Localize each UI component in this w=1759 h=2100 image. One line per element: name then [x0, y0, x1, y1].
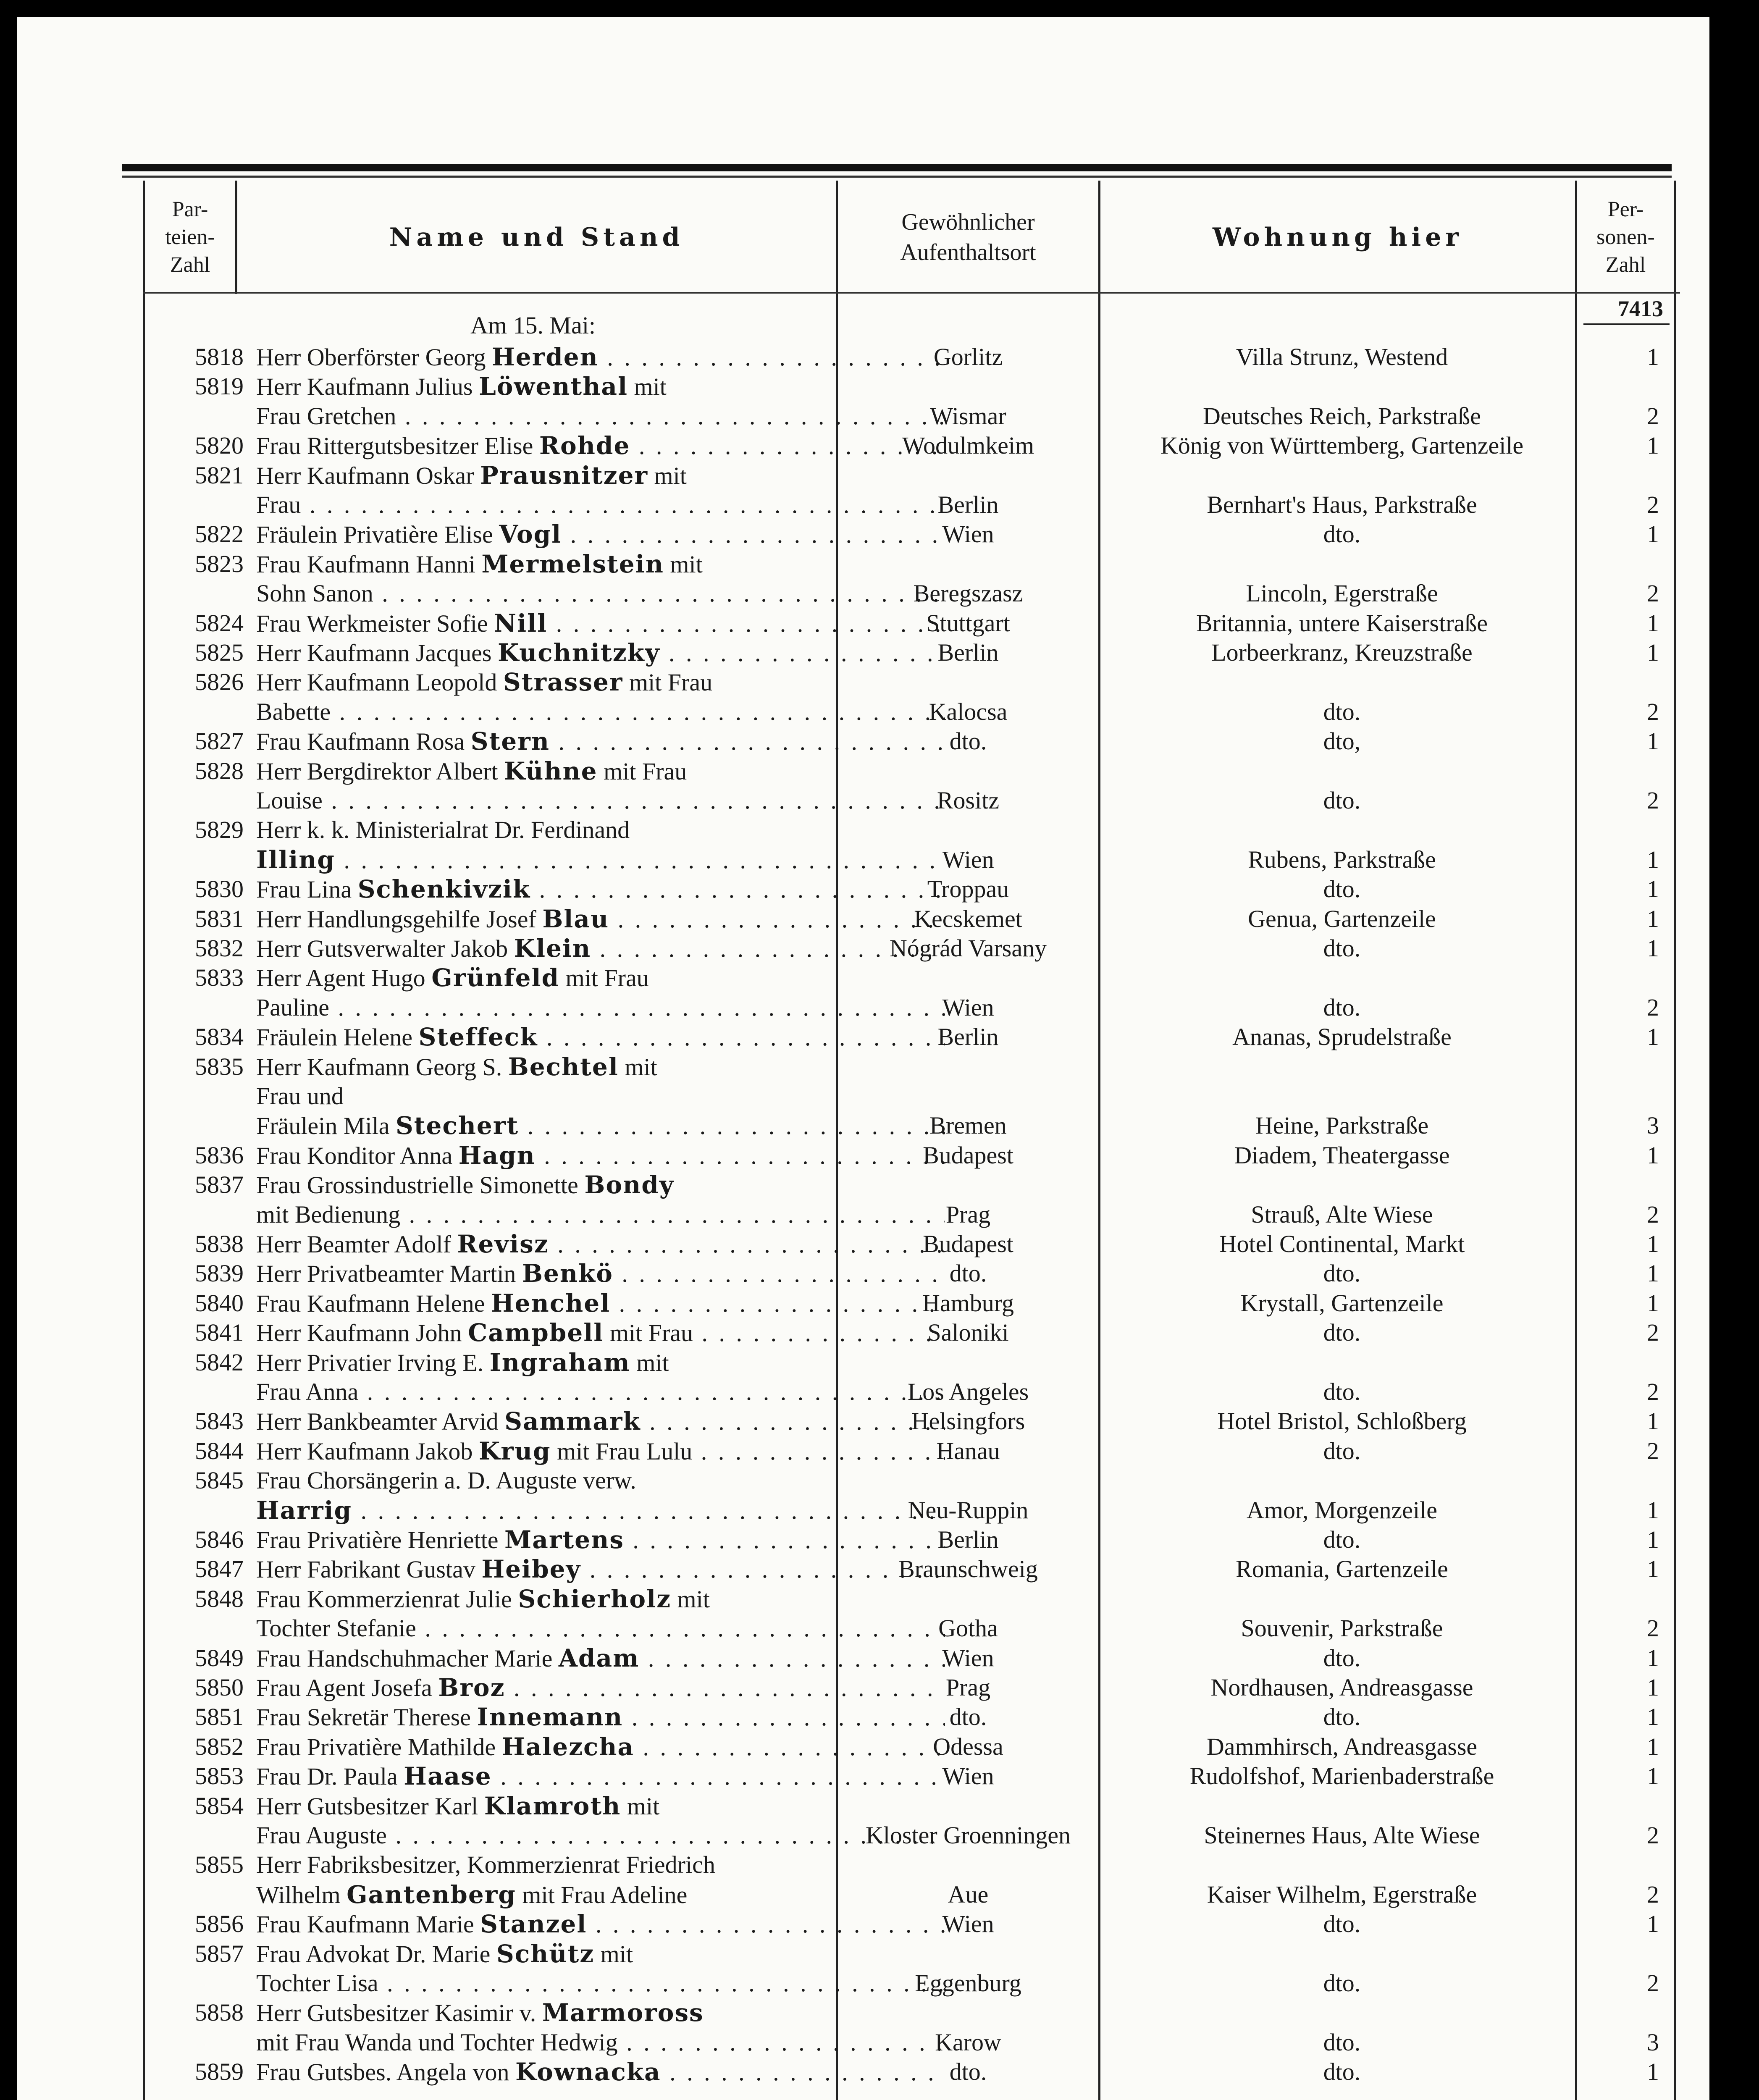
- entry-persons: 1: [1647, 727, 1659, 755]
- entry-persons: 1: [1647, 1260, 1659, 1287]
- entry-persons: 1: [1647, 1141, 1659, 1169]
- entry-address: dto.: [1323, 520, 1361, 548]
- entry-address: Hotel Bristol, Schloßberg: [1217, 1407, 1467, 1435]
- entry-name-text: Herr Gutsbesitzer Kasimir v. Marmoross: [256, 1998, 704, 2027]
- entry-address: dto.: [1323, 698, 1361, 725]
- entry-origin: Wien: [942, 1910, 994, 1938]
- top-rule: [122, 164, 1672, 171]
- entry-name-line: [256, 372, 945, 402]
- entry-name-text: Fräulein Privatière Elise Vogl . . .: [256, 521, 945, 548]
- entry-persons: 1: [1647, 875, 1659, 903]
- top-rule-thin: [122, 176, 1672, 178]
- entry-origin: Kloster Groenningen: [865, 1822, 1071, 1849]
- entry-surname: Revisz: [457, 1230, 549, 1258]
- entry-name-text: Pauline . . .: [256, 994, 945, 1021]
- entry-name-line: [256, 549, 945, 579]
- entry-persons: 2: [1647, 787, 1659, 814]
- entry-number: 5827: [195, 727, 244, 755]
- entry-name-text: Fräulein Mila Stechert . . .: [256, 1112, 945, 1139]
- entry-origin: Braunschweig: [898, 1555, 1038, 1583]
- entry-number: 5824: [195, 609, 244, 637]
- header-address: Wohnung hier: [1212, 223, 1463, 252]
- entry-persons: 2: [1647, 1822, 1659, 1849]
- entry-surname: Stechert: [395, 1111, 519, 1140]
- entry-origin: Odessa: [933, 1732, 1003, 1760]
- entry-name-text: Frau Advokat Dr. Marie Schütz mit: [256, 1939, 633, 1968]
- entry-persons: 1: [1647, 845, 1659, 873]
- entry-name-line: [256, 461, 945, 491]
- entry-persons: 1: [1647, 1023, 1659, 1051]
- entry-address: dto.: [1323, 1260, 1361, 1287]
- entry-number: 5829: [195, 816, 244, 844]
- entry-persons: 1: [1647, 1289, 1659, 1317]
- entry-origin: Wien: [942, 1644, 994, 1672]
- entry-name-text: Herr Kaufmann Georg S. Bechtel mit: [256, 1052, 657, 1081]
- entry-persons: 2: [1647, 1969, 1659, 1997]
- entry-name-text: Wilhelm Gantenberg mit Frau Adeline: [256, 1880, 688, 1909]
- entry-address: dto.: [1323, 787, 1361, 814]
- entry-number: 5847: [195, 1555, 244, 1583]
- entry-name-text: Frau Privatière Henriette Martens . . .: [256, 1526, 945, 1554]
- entry-address: dto.: [1323, 875, 1361, 903]
- entry-surname: Illing: [256, 845, 335, 874]
- entry-address: dto.: [1323, 934, 1361, 962]
- entry-persons: 2: [1647, 1378, 1659, 1405]
- entry-surname: Schierholz: [518, 1584, 671, 1613]
- entry-number: 5841: [195, 1319, 244, 1347]
- entry-name-text: Herr Fabrikant Gustav Heibey . . .: [256, 1556, 945, 1583]
- entry-origin: dto.: [949, 727, 987, 755]
- entry-persons: 1: [1647, 1732, 1659, 1760]
- entry-surname: Adam: [558, 1643, 640, 1672]
- entry-name-text: Herr Fabriksbesitzer, Kommerzienrat Friedrich: [256, 1851, 715, 1879]
- entry-name-text: Frau Lina Schenkivzik . . .: [256, 876, 945, 903]
- entry-name-line: [256, 1939, 945, 1969]
- entry-address: Ananas, Sprudelstraße: [1232, 1023, 1452, 1051]
- entry-name-text: Herr Beamter Adolf Revisz . . .: [256, 1231, 945, 1258]
- header-name: Name und Stand: [389, 223, 684, 252]
- header-persons: Per- sonen- Zahl: [1596, 197, 1655, 277]
- entry-name-text: Frau Kaufmann Hanni Mermelstein mit: [256, 549, 703, 578]
- entry-origin: Wien: [942, 520, 994, 548]
- entry-surname: Kuchnitzky: [497, 638, 660, 667]
- entry-name-text: Herr k. k. Ministerialrat Dr. Ferdinand: [256, 816, 630, 844]
- entry-origin: Saloniki: [927, 1319, 1009, 1347]
- entry-address: dto.: [1323, 1378, 1361, 1405]
- entry-origin: Wien: [942, 845, 994, 873]
- entry-name-line: [256, 667, 945, 697]
- entry-number: 5819: [195, 373, 244, 400]
- entry-origin: Hamburg: [922, 1289, 1014, 1317]
- entry-persons: 1: [1647, 1703, 1659, 1731]
- entry-name-text: Frau Agent Josefa Broz . . .: [256, 1674, 945, 1701]
- entry-number: 5845: [195, 1467, 244, 1494]
- entry-origin: Berlin: [937, 639, 999, 666]
- entry-surname: Schütz: [496, 1939, 595, 1968]
- entry-name-text: Frau Auguste . . .: [256, 1822, 945, 1849]
- entry-name-text: Frau Handschuhmacher Marie Adam . . .: [256, 1645, 945, 1672]
- entry-name-line: [256, 1052, 945, 1082]
- entry-address: Souvenir, Parkstraße: [1241, 1614, 1443, 1642]
- entry-persons: 2: [1647, 1880, 1659, 1908]
- entry-address: dto.: [1323, 993, 1361, 1021]
- entry-origin: Berlin: [937, 491, 999, 518]
- entry-number: 5833: [195, 964, 244, 992]
- entry-address: Kaiser Wilhelm, Egerstraße: [1207, 1880, 1477, 1908]
- entry-origin: Karow: [935, 2028, 1001, 2056]
- entry-name-text: Frau und: [256, 1082, 344, 1110]
- entry-name-text: Herr Oberförster Georg Herden . . .: [256, 344, 945, 371]
- entry-name-line: [256, 1082, 945, 1111]
- entry-number: 5836: [195, 1141, 244, 1169]
- entry-address: König von Württemberg, Gartenzeile: [1160, 432, 1524, 459]
- entry-name-text: Frau Kommerzienrat Julie Schierholz mit: [256, 1584, 710, 1613]
- entry-number: 5835: [195, 1053, 244, 1080]
- entry-surname: Bondy: [584, 1171, 675, 1200]
- entry-persons: 2: [1647, 402, 1659, 430]
- header-origin: Gewöhnlicher Aufenthaltsort: [900, 209, 1036, 265]
- entry-address: Lorbeerkranz, Kreuzstraße: [1211, 639, 1473, 666]
- entry-persons: 1: [1647, 1496, 1659, 1524]
- entry-origin: Prag: [945, 1674, 991, 1701]
- entry-name-text: Frau Privatière Mathilde Halezcha . . .: [256, 1733, 945, 1761]
- entry-origin: Bremen: [929, 1112, 1007, 1139]
- entry-name-text: Frau Anna . . .: [256, 1378, 945, 1405]
- entry-name-text: Herr Kaufmann Oskar Prausnitzer mit: [256, 461, 687, 490]
- entry-address: Rudolfshof, Marienbaderstraße: [1189, 1762, 1494, 1790]
- entry-origin: Gorlitz: [933, 343, 1003, 370]
- entry-address: Villa Strunz, Westend: [1236, 343, 1448, 370]
- entry-surname: Broz: [438, 1673, 505, 1702]
- entry-number: 5837: [195, 1171, 244, 1199]
- entry-surname: Grünfeld: [431, 963, 560, 992]
- entry-surname: Strasser: [503, 668, 623, 697]
- entry-address: Hotel Continental, Markt: [1219, 1230, 1465, 1257]
- entry-persons: 1: [1647, 1644, 1659, 1672]
- entry-number: 5842: [195, 1348, 244, 1376]
- entry-number: 5857: [195, 1940, 244, 1967]
- entry-number: 5838: [195, 1230, 244, 1257]
- entry-number: 5821: [195, 461, 244, 489]
- entry-name-line: [256, 1791, 945, 1821]
- header-number: Par- teien- Zahl: [165, 197, 215, 277]
- entry-address: Romania, Gartenzeile: [1236, 1555, 1448, 1583]
- entry-name-line: [256, 756, 945, 786]
- entry-number: 5820: [195, 432, 244, 459]
- entry-name-text: Louise . . .: [256, 787, 945, 814]
- entry-surname: Henchel: [491, 1289, 611, 1318]
- entry-name-line: [256, 1850, 945, 1880]
- entry-name-text: Frau Dr. Paula Haase . . .: [256, 1763, 945, 1790]
- column-divider: [1674, 181, 1676, 2100]
- entry-name-text: Herr Gutsbesitzer Karl Klamroth mit: [256, 1791, 660, 1820]
- entry-number: 5852: [195, 1732, 244, 1760]
- entry-number: 5849: [195, 1644, 244, 1672]
- entry-origin: Hanau: [936, 1437, 1000, 1465]
- entry-address: Deutsches Reich, Parkstraße: [1203, 402, 1481, 430]
- entry-name-text: Frau Chorsängerin a. D. Auguste verw.: [256, 1467, 636, 1494]
- entry-number: 5822: [195, 520, 244, 548]
- entry-origin: dto.: [949, 2058, 987, 2086]
- entry-address: Amor, Morgenzeile: [1246, 1496, 1438, 1524]
- entry-name-text: Herr Kaufmann Jacques Kuchnitzky . . .: [256, 639, 945, 667]
- entry-address: Nordhausen, Andreasgasse: [1210, 1674, 1473, 1701]
- entry-persons: 1: [1647, 934, 1659, 962]
- entry-name-text: Herr Kaufmann Jakob Krug mit Frau Lulu . . .: [256, 1438, 945, 1465]
- entry-origin: Beregszasz: [913, 580, 1023, 607]
- entry-name-text: Frau Kaufmann Rosa Stern . . .: [256, 728, 945, 755]
- entry-address: Steinernes Haus, Alte Wiese: [1204, 1822, 1480, 1849]
- entry-persons: 1: [1647, 1526, 1659, 1553]
- entry-surname: Mermelstein: [481, 549, 664, 578]
- entry-number: 5850: [195, 1674, 244, 1701]
- entry-name-text: Frau . . .: [256, 491, 945, 518]
- entry-origin: dto.: [949, 1260, 987, 1287]
- entry-name-text: Frau Rittergutsbesitzer Elise Rohde . . .: [256, 432, 945, 459]
- entry-name-line: [256, 815, 945, 845]
- entry-name-text: Herr Kaufmann John Campbell mit Frau . . .: [256, 1319, 945, 1347]
- entry-number: 5839: [195, 1260, 244, 1287]
- entry-persons: 1: [1647, 520, 1659, 548]
- entry-address: Lincoln, Egerstraße: [1246, 580, 1438, 607]
- entry-address: Genua, Gartenzeile: [1248, 905, 1436, 932]
- entry-address: Heine, Parkstraße: [1255, 1112, 1429, 1139]
- column-divider: [235, 181, 237, 294]
- entry-origin: Kalocsa: [929, 698, 1008, 725]
- entry-name-text: Sohn Sanon . . .: [256, 580, 945, 607]
- entry-number: 5818: [195, 343, 244, 370]
- entry-name-line: [256, 1170, 945, 1200]
- entry-name-text: Herr Handlungsgehilfe Josef Blau . . .: [256, 906, 945, 933]
- entry-number: 5834: [195, 1023, 244, 1051]
- entry-name-line: [256, 1348, 945, 1378]
- entry-origin: Wien: [942, 1762, 994, 1790]
- entry-origin: Berlin: [937, 1023, 999, 1051]
- entry-surname: Stern: [470, 727, 550, 756]
- entry-number: 5825: [195, 639, 244, 666]
- entry-address: dto.: [1323, 2058, 1361, 2086]
- entry-origin: Eggenburg: [915, 1969, 1021, 1997]
- entry-number: 5828: [195, 757, 244, 785]
- entry-number: 5846: [195, 1526, 244, 1553]
- entry-origin: Helsingfors: [911, 1407, 1025, 1435]
- entry-persons: 2: [1647, 1614, 1659, 1642]
- entry-surname: Herden: [491, 343, 599, 371]
- entry-persons: 1: [1647, 343, 1659, 370]
- entry-persons: 3: [1647, 2028, 1659, 2056]
- entry-origin: Budapest: [923, 1230, 1013, 1257]
- entry-address: dto.: [1323, 2028, 1361, 2056]
- entry-address: dto.: [1323, 1526, 1361, 1553]
- entry-surname: Halezcha: [501, 1732, 635, 1761]
- entry-surname: Krug: [478, 1436, 551, 1465]
- entry-number: 5832: [195, 934, 244, 962]
- entry-origin: Prag: [945, 1200, 991, 1228]
- entry-surname: Sammark: [504, 1407, 641, 1436]
- entry-address: dto.: [1323, 1437, 1361, 1465]
- entry-surname: Marmoross: [542, 1998, 704, 2027]
- entry-surname: Schenkivzik: [357, 875, 531, 904]
- entry-name-text: Frau Kaufmann Marie Stanzel . . .: [256, 1911, 945, 1938]
- entry-name-text: Herr Agent Hugo Grünfeld mit Frau: [256, 963, 649, 992]
- entry-surname: Bechtel: [508, 1052, 619, 1081]
- entry-persons: 1: [1647, 2058, 1659, 2086]
- entry-persons: 1: [1647, 432, 1659, 459]
- entry-persons: 1: [1647, 1674, 1659, 1701]
- entry-name-text: Frau Werkmeister Sofie Nill . . .: [256, 610, 945, 637]
- entry-name-text: Babette . . .: [256, 698, 945, 725]
- entry-surname: Harrig: [256, 1496, 352, 1525]
- entry-surname: Heibey: [481, 1555, 581, 1584]
- entry-persons: 2: [1647, 491, 1659, 518]
- entry-origin: Neu-Ruppin: [908, 1496, 1029, 1524]
- entry-persons: 2: [1647, 698, 1659, 725]
- entry-address: dto.: [1323, 1910, 1361, 1938]
- entry-number: 5823: [195, 550, 244, 578]
- entry-number: 5853: [195, 1762, 244, 1790]
- entry-name-text: Fräulein Helene Steffeck . . .: [256, 1024, 945, 1051]
- entry-origin: Wodulmkeim: [902, 432, 1034, 459]
- entry-persons: 1: [1647, 1407, 1659, 1435]
- entry-surname: Nill: [494, 609, 548, 638]
- entry-origin: Troppau: [927, 875, 1009, 903]
- entry-name-text: Frau Sekretär Therese Innemann . . .: [256, 1704, 945, 1731]
- header-rule: [143, 292, 1680, 294]
- entry-name-text: Frau Gretchen . . .: [256, 402, 945, 430]
- entry-number: 5858: [195, 1999, 244, 2026]
- entry-surname: Hagn: [458, 1141, 536, 1170]
- entry-name-text: Herr Gutsverwalter Jakob Klein . . .: [256, 935, 945, 962]
- entry-surname: Martens: [504, 1525, 624, 1554]
- entry-number: 5843: [195, 1407, 244, 1435]
- entry-name-text: Frau Grossindustrielle Simonette Bondy: [256, 1171, 675, 1200]
- entry-name-text: mit Bedienung . . .: [256, 1201, 945, 1228]
- entry-number: 5826: [195, 668, 244, 696]
- entry-surname: Blau: [542, 904, 609, 933]
- entry-surname: Ingraham: [489, 1348, 630, 1377]
- carry-over-total: 7413: [1618, 296, 1663, 321]
- entry-persons: 3: [1647, 1112, 1659, 1139]
- entry-persons: 2: [1647, 1319, 1659, 1347]
- entry-address: dto.: [1323, 1969, 1361, 1997]
- entry-name-line: [256, 1466, 945, 1495]
- entry-origin: Nógrád Varsany: [889, 934, 1047, 962]
- entry-number: 5830: [195, 875, 244, 903]
- entry-surname: Stanzel: [480, 1910, 587, 1939]
- entry-surname: Löwenthal: [478, 372, 628, 401]
- entry-number: 5840: [195, 1289, 244, 1317]
- entry-address: Dammhirsch, Andreasgasse: [1206, 1732, 1478, 1760]
- entry-name-line: [256, 1998, 945, 2028]
- carry-over-rule: [1583, 323, 1670, 325]
- entry-origin: Wien: [942, 993, 994, 1021]
- entry-persons: 1: [1647, 1762, 1659, 1790]
- entry-address: dto,: [1323, 727, 1361, 755]
- entry-origin: Los Angeles: [907, 1378, 1029, 1405]
- entry-surname: Prausnitzer: [480, 461, 648, 490]
- entry-name-text: Frau Kaufmann Helene Henchel . . .: [256, 1290, 945, 1317]
- entry-persons: 1: [1647, 1555, 1659, 1583]
- entry-name-text: Tochter Lisa . . .: [256, 1969, 945, 1997]
- entry-name-text: Herr Kaufmann Julius Löwenthal mit: [256, 372, 667, 401]
- document-page: [17, 17, 1709, 2100]
- entry-name-line: [256, 963, 945, 993]
- entry-address: Krystall, Gartenzeile: [1240, 1289, 1444, 1317]
- entry-name-text: Tochter Stefanie . . .: [256, 1614, 945, 1642]
- entry-name-text: Herr Privatbeamter Martin Benkö . . .: [256, 1260, 945, 1287]
- entry-address: Strauß, Alte Wiese: [1251, 1200, 1433, 1228]
- entry-persons: 1: [1647, 1230, 1659, 1257]
- entry-address: Rubens, Parkstraße: [1248, 845, 1436, 873]
- entry-origin: Gotha: [938, 1614, 998, 1642]
- entry-surname: Rohde: [539, 431, 630, 460]
- entry-name-text: mit Frau Wanda und Tochter Hedwig . . .: [256, 2029, 945, 2056]
- entry-origin: Kecskemet: [914, 905, 1022, 932]
- entry-number: 5848: [195, 1585, 244, 1612]
- entry-address: Britannia, untere Kaiserstraße: [1196, 609, 1488, 637]
- entry-surname: Steffeck: [418, 1023, 538, 1052]
- entry-name-text: Frau Konditor Anna Hagn . . .: [256, 1142, 945, 1169]
- entry-origin: Stuttgart: [926, 609, 1010, 637]
- entry-surname: Kühne: [504, 756, 598, 785]
- entry-address: dto.: [1323, 1319, 1361, 1347]
- entry-surname: Benkö: [522, 1259, 613, 1288]
- entry-address: dto.: [1323, 1644, 1361, 1672]
- entry-surname: Gantenberg: [347, 1880, 516, 1909]
- entry-address: dto.: [1323, 1703, 1361, 1731]
- entry-name-text: Herr Privatier Irving E. Ingraham mit: [256, 1348, 669, 1377]
- entry-origin: Aue: [948, 1880, 989, 1908]
- entry-persons: 1: [1647, 639, 1659, 666]
- entry-surname: Innemann: [477, 1703, 623, 1732]
- entry-number: 5856: [195, 1910, 244, 1938]
- entry-origin: Budapest: [923, 1141, 1013, 1169]
- entry-origin: Berlin: [937, 1526, 999, 1553]
- entry-persons: 1: [1647, 905, 1659, 932]
- entry-number: 5831: [195, 905, 244, 932]
- entry-number: 5854: [195, 1792, 244, 1819]
- entry-number: 5855: [195, 1851, 244, 1879]
- entry-name-text: Herr Bergdirektor Albert Kühne mit Frau: [256, 756, 687, 785]
- entry-surname: Klamroth: [484, 1791, 621, 1820]
- entry-address: Diadem, Theatergasse: [1234, 1141, 1450, 1169]
- entry-surname: Klein: [514, 934, 591, 963]
- entry-surname: Haase: [404, 1762, 492, 1791]
- entry-name-text: Herr Bankbeamter Arvid Sammark . . .: [256, 1408, 945, 1435]
- entry-surname: Campbell: [468, 1318, 604, 1347]
- entry-number: 5844: [195, 1437, 244, 1465]
- entry-persons: 2: [1647, 580, 1659, 607]
- entry-origin: dto.: [949, 1703, 987, 1731]
- date-heading: Am 15. Mai:: [470, 312, 596, 339]
- entry-surname: Vogl: [499, 520, 562, 549]
- entry-persons: 1: [1647, 1910, 1659, 1938]
- entry-persons: 2: [1647, 1200, 1659, 1228]
- entry-origin: Rositz: [937, 787, 1000, 814]
- entry-number: 5859: [195, 2058, 244, 2086]
- entry-name-text: Herr Kaufmann Leopold Strasser mit Frau: [256, 668, 713, 697]
- entry-address: Bernhart's Haus, Parkstraße: [1207, 491, 1477, 518]
- entry-persons: 2: [1647, 1437, 1659, 1465]
- entry-name-text: Frau Gutsbes. Angela von Kownacka . . .: [256, 2058, 945, 2086]
- entry-number: 5851: [195, 1703, 244, 1731]
- entry-name-line: [256, 1584, 945, 1614]
- entry-surname: Kownacka: [515, 2058, 661, 2087]
- entry-origin: Wismar: [930, 402, 1006, 430]
- entry-persons: 1: [1647, 609, 1659, 637]
- entry-persons: 2: [1647, 993, 1659, 1021]
